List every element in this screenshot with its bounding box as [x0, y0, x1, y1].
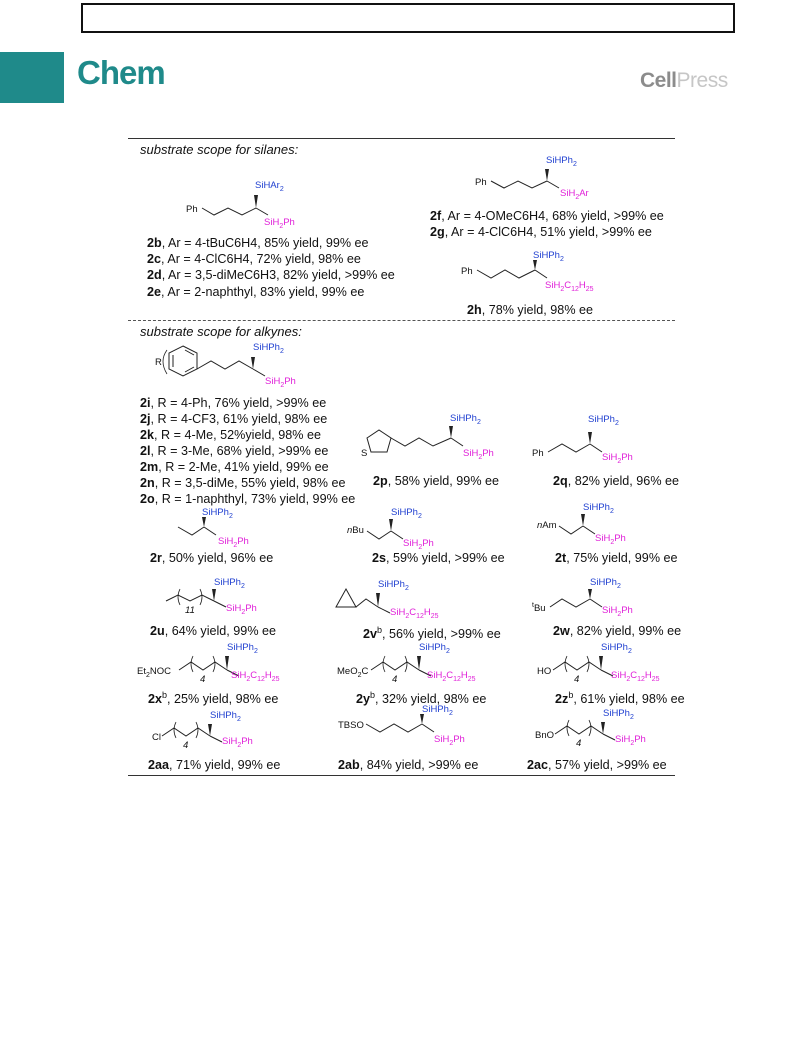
- svg-text:SiHPh2: SiHPh$_2$: [422, 704, 453, 717]
- svg-text:SiHPh2: SiHPh$_2$: [210, 710, 241, 723]
- caption-2d: 2d, Ar = 3,5-diMeC6H3, 82% yield, >99% ee: [147, 268, 395, 282]
- caption-2ac: 2ac, 57% yield, >99% ee: [527, 758, 667, 772]
- svg-text:SiHPh2: SiHPh$_2$: [202, 507, 233, 520]
- svg-text:SiHPh2: SiHPh$_2$: [603, 708, 634, 721]
- journal-color-block: [0, 52, 64, 103]
- structure-2ab: [336, 706, 506, 756]
- caption-2z: $2z^b$, 61% yield, 98% ee: [555, 690, 685, 706]
- svg-text:SiHPh2: SiHPh$_2$: [378, 579, 409, 592]
- caption-2g: 2g, Ar = 4-ClC6H4, 51% yield, >99% ee: [430, 225, 652, 239]
- caption-2aa: 2aa, 71% yield, 99% ee: [148, 758, 281, 772]
- svg-text:R: R: [155, 357, 162, 368]
- caption-2f: 2f, Ar = 4-OMeC6H4, 68% yield, >99% ee: [430, 209, 664, 223]
- svg-text:SiH2Ph: SiH$_2$Ph: [218, 536, 249, 549]
- svg-text:SiHPh2: SiHPh$_2$: [583, 502, 614, 515]
- svg-text:SiH2Ph: SiH$_2$Ph: [403, 538, 434, 551]
- svg-text:MeO2C: MeO$_2$C: [337, 666, 369, 679]
- structure-2ac: [533, 706, 693, 756]
- header-box: [81, 3, 735, 33]
- svg-text:SiH2Ph: SiH$_2$Ph: [595, 533, 626, 546]
- svg-text:11: 11: [185, 605, 195, 616]
- svg-text:SiH2C12H25: $SiH_2C_{12}H_{25}$: [545, 280, 594, 293]
- svg-text:SiHPh2: SiHPh$_2$: [450, 413, 481, 426]
- svg-text:tBu: $^t$Bu: [532, 602, 546, 614]
- svg-text:SiH2Ph: SiH$_2$Ph: [602, 605, 633, 618]
- caption-2y: $2y^b$, 32% yield, 98% ee: [356, 690, 487, 706]
- svg-text:SiHPh2: SiHPh$_2$: [391, 507, 422, 520]
- svg-text:SiH2Ph: SiH$_2$Ph: [463, 448, 494, 461]
- svg-text:SiH2C12H25: $SiH_2C_{12}H_{25}$: [427, 670, 476, 683]
- svg-text:SiH2Ph: SiH$_2$Ph: [602, 452, 633, 465]
- svg-text:SiHPh2: SiHPh$_2$: [533, 250, 564, 263]
- svg-text:S: S: [361, 448, 368, 459]
- svg-text:Et2NOC: $Et_2NOC$: [137, 666, 172, 679]
- caption-2h: 2h, 78% yield, 98% ee: [467, 303, 594, 317]
- structure-2b: [180, 175, 330, 235]
- caption-2i: 2i, R = 4-Ph, 76% yield, >99% ee: [140, 396, 327, 410]
- structure-2z: [535, 640, 695, 688]
- svg-text:4: 4: [576, 738, 582, 749]
- section-divider: [128, 320, 675, 321]
- structure-2v: [330, 573, 500, 623]
- svg-text:SiHPh2: SiHPh$_2$: [253, 342, 284, 355]
- caption-2u: 2u, 64% yield, 99% ee: [150, 624, 277, 638]
- svg-text:SiHAr2: SiHAr$_2$: [255, 180, 284, 193]
- svg-text:Ph: Ph: [186, 204, 198, 215]
- caption-2v: $2v^b$, 56% yield, >99% ee: [363, 625, 501, 641]
- caption-2ab: 2ab, 84% yield, >99% ee: [338, 758, 479, 772]
- svg-text:4: 4: [392, 674, 398, 685]
- table-bottom-rule: [128, 775, 675, 776]
- caption-2s: 2s, 59% yield, >99% ee: [372, 551, 505, 565]
- caption-2m: 2m, R = 2-Me, 41% yield, 99% ee: [140, 460, 329, 474]
- svg-text:nAm: nAm: [537, 520, 557, 531]
- svg-text:SiH2Ph: SiH$_2$Ph: [265, 376, 296, 389]
- svg-text:Ph: Ph: [532, 448, 544, 459]
- structure-2r: [170, 505, 300, 550]
- svg-text:SiHPh2: SiHPh$_2$: [227, 642, 258, 655]
- svg-text:SiH2C12H25: $SiH_2C_{12}H_{25}$: [611, 670, 660, 683]
- svg-text:SiHPh2: SiHPh$_2$: [601, 642, 632, 655]
- caption-2q: 2q, 82% yield, 96% ee: [553, 474, 680, 488]
- svg-text:SiH2Ph: SiH$_2$Ph: [222, 736, 253, 749]
- svg-text:SiH2Ph: SiH$_2$Ph: [434, 734, 465, 747]
- svg-text:HO: HO: [537, 666, 552, 677]
- structure-2s: [345, 505, 475, 550]
- publisher-logo: CellPress: [640, 69, 728, 92]
- structure-2i: [155, 338, 355, 398]
- svg-text:SiH2Ph: SiH$_2$Ph: [264, 217, 295, 230]
- journal-title: Chem: [77, 54, 165, 91]
- svg-text:Ph: Ph: [475, 177, 487, 188]
- svg-text:SiHPh2: SiHPh$_2$: [546, 155, 577, 168]
- caption-2w: 2w, 82% yield, 99% ee: [553, 624, 682, 638]
- caption-2t: 2t, 75% yield, 99% ee: [555, 551, 678, 565]
- section-alkynes: substrate scope for alkynes:: [140, 324, 302, 339]
- svg-text:Ph: Ph: [461, 266, 473, 277]
- caption-2n: 2n, R = 3,5-diMe, 55% yield, 98% ee: [140, 476, 346, 490]
- caption-2b: 2b, Ar = 4-tBuC6H4, 85% yield, 99% ee: [147, 236, 369, 250]
- caption-2j: 2j, R = 4-CF3, 61% yield, 98% ee: [140, 412, 328, 426]
- caption-2o: 2o, R = 1-naphthyl, 73% yield, 99% ee: [140, 492, 356, 506]
- structure-2y: [335, 640, 535, 688]
- svg-text:SiHPh2: SiHPh$_2$: [588, 414, 619, 427]
- section-silanes: substrate scope for silanes:: [140, 142, 299, 157]
- structure-2x: [135, 640, 365, 688]
- caption-2l: 2l, R = 3-Me, 68% yield, >99% ee: [140, 444, 329, 458]
- svg-text:BnO: BnO: [535, 730, 555, 741]
- svg-text:SiH2Ph: SiH$_2$Ph: [615, 734, 646, 747]
- svg-text:4: 4: [183, 740, 189, 751]
- caption-2p: 2p, 58% yield, 99% ee: [373, 474, 500, 488]
- caption-2c: 2c, Ar = 4-ClC6H4, 72% yield, 98% ee: [147, 252, 361, 266]
- svg-text:SiH2Ar: SiH$_2$Ar: [560, 188, 589, 201]
- svg-text:SiHPh2: SiHPh$_2$: [419, 642, 450, 655]
- structure-2u: [160, 573, 310, 623]
- svg-text:TBSO: TBSO: [338, 720, 364, 731]
- caption-2r: 2r, 50% yield, 96% ee: [150, 551, 274, 565]
- table-top-rule: [128, 138, 675, 139]
- caption-2e: 2e, Ar = 2-naphthyl, 83% yield, 99% ee: [147, 285, 365, 299]
- svg-text:SiHPh2: SiHPh$_2$: [590, 577, 621, 590]
- svg-text:SiHPh2: SiHPh$_2$: [214, 577, 245, 590]
- structure-2p: [355, 408, 525, 473]
- structure-2w: [530, 573, 670, 623]
- structure-2h: [455, 248, 635, 298]
- svg-text:SiH2C12H25: $SiH_2C_{12}H_{25}$: [390, 607, 439, 620]
- svg-text:4: 4: [574, 674, 580, 685]
- svg-text:SiH2C12H25: $SiH_2C_{12}H_{25}$: [231, 670, 280, 683]
- structure-2q: [530, 408, 670, 473]
- svg-text:nBu: nBu: [347, 525, 364, 536]
- caption-2x: $2x^b$, 25% yield, 98% ee: [148, 690, 279, 706]
- svg-text:4: 4: [200, 674, 206, 685]
- svg-text:Cl: Cl: [152, 732, 161, 743]
- svg-text:SiH2Ph: SiH$_2$Ph: [226, 603, 257, 616]
- structure-2f: [470, 150, 620, 200]
- structure-2t: [535, 500, 665, 545]
- structure-2aa: [150, 706, 300, 756]
- caption-2k: 2k, R = 4-Me, 52%yield, 98% ee: [140, 428, 321, 442]
